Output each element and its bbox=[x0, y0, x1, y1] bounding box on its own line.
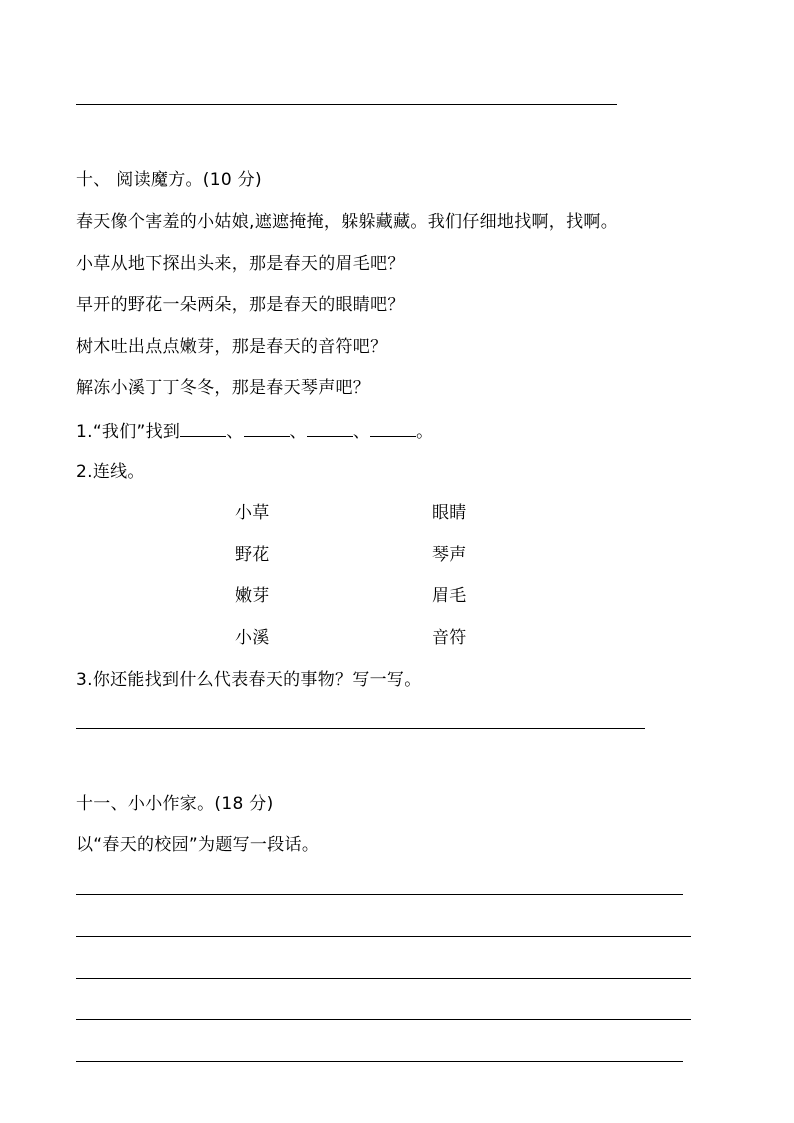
writing-line[interactable] bbox=[76, 894, 683, 895]
section-10-heading: 十、 阅读魔方。(10 分) bbox=[76, 170, 262, 190]
question-1-separator: 、 bbox=[289, 422, 307, 442]
question-1-blank-2[interactable] bbox=[244, 422, 290, 437]
question-3-answer-line[interactable] bbox=[76, 728, 645, 729]
passage-line-5: 解冻小溪丁丁冬冬，那是春天琴声吧？ bbox=[76, 378, 371, 398]
match-right-item[interactable]: 眉毛 bbox=[432, 586, 467, 606]
match-right-item[interactable]: 音符 bbox=[432, 628, 467, 648]
passage-line-2: 小草从地下探出头来，那是春天的眉毛吧？ bbox=[76, 254, 405, 274]
passage-line-3: 早开的野花一朵两朵，那是春天的眼睛吧？ bbox=[76, 295, 405, 315]
question-1-label: 1.“我们”找到 bbox=[76, 422, 181, 442]
section-11-heading: 十一、小小作家。(18 分) bbox=[76, 794, 274, 814]
writing-line[interactable] bbox=[76, 936, 691, 937]
match-right-item[interactable]: 眼睛 bbox=[432, 503, 467, 523]
question-1-blank-1[interactable] bbox=[180, 422, 226, 437]
passage-line-4: 树木吐出点点嫩芽，那是春天的音符吧？ bbox=[76, 337, 388, 357]
match-right-item[interactable]: 琴声 bbox=[432, 545, 467, 565]
writing-line[interactable] bbox=[76, 978, 691, 979]
passage-line-1: 春天像个害羞的小姑娘,遮遮掩掩，躲躲藏藏。我们仔细地找啊，找啊。 bbox=[76, 212, 619, 232]
question-1-end: 。 bbox=[416, 422, 434, 442]
question-1-blank-4[interactable] bbox=[370, 422, 416, 437]
match-left-item[interactable]: 嫩芽 bbox=[235, 586, 270, 606]
writing-line[interactable] bbox=[76, 1061, 683, 1062]
match-left-item[interactable]: 小溪 bbox=[235, 628, 270, 648]
question-2-label: 2.连线。 bbox=[76, 462, 145, 482]
question-1 bbox=[76, 422, 433, 442]
match-left-item[interactable]: 野花 bbox=[235, 545, 270, 565]
answer-line-top[interactable] bbox=[76, 104, 617, 105]
match-left-item[interactable]: 小草 bbox=[235, 503, 270, 523]
question-1-separator: 、 bbox=[352, 422, 371, 442]
question-1-separator: 、 bbox=[226, 422, 244, 442]
writing-prompt: 以“春天的校园”为题写一段话。 bbox=[76, 835, 320, 855]
question-1-blank-3[interactable] bbox=[307, 422, 353, 437]
writing-line[interactable] bbox=[76, 1019, 691, 1020]
question-3-label: 3.你还能找到什么代表春天的事物？写一写。 bbox=[76, 670, 422, 690]
